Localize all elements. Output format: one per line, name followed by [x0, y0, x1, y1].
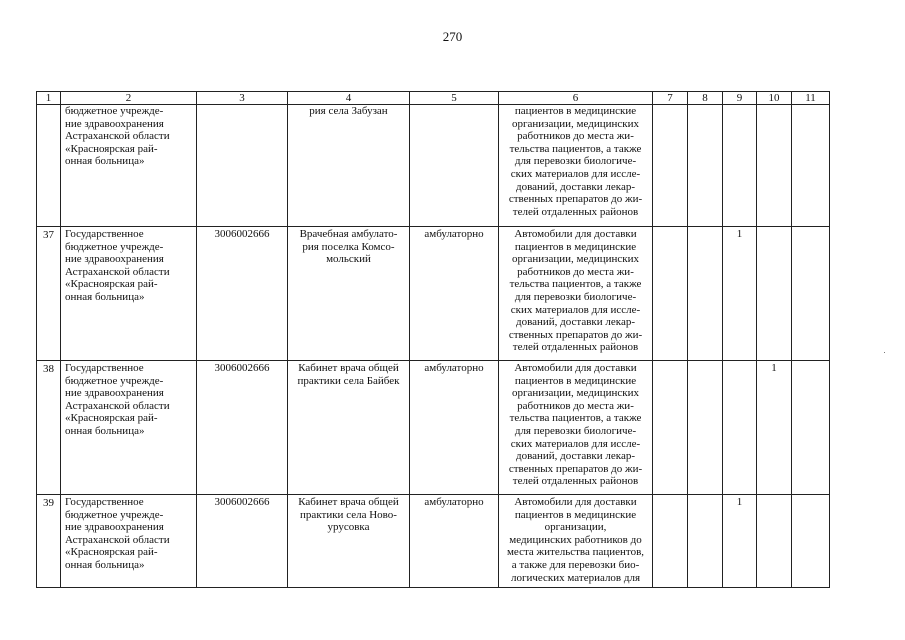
organization-cell: Государственное бюджетное учрежде- ние здравоохранения Астраханской области «Красноярская рай- онная больница» — [61, 495, 197, 588]
organization-cell: Государственное бюджетное учрежде- ние здравоохранения Астраханской области «Красноярская рай- онная больница» — [61, 227, 197, 361]
column-header: 5 — [410, 92, 499, 105]
row-number-cell: 37 — [37, 227, 61, 361]
count-cell-10 — [757, 495, 792, 588]
count-cell-7 — [653, 227, 688, 361]
count-cell-7 — [653, 105, 688, 227]
count-cell-9 — [723, 105, 757, 227]
care-type-cell: амбулаторно — [410, 495, 499, 588]
count-cell-11 — [792, 361, 830, 495]
table-row-continuation — [37, 105, 830, 227]
table-row — [37, 227, 830, 361]
care-type-cell: амбулаторно — [410, 227, 499, 361]
facility-name-cell: Кабинет врача общей практики села Байбек — [288, 361, 410, 495]
vehicle-purpose-cell: Автомобили для доставки пациентов в медицинские организации, медицинских работников до места жительства пациентов, а также для перевозки био- логических материалов для — [499, 495, 653, 588]
count-cell-10: 1 — [757, 361, 792, 495]
column-header: 6 — [499, 92, 653, 105]
count-cell-7 — [653, 361, 688, 495]
organization-cell: бюджетное учрежде- ние здравоохранения Астраханской области «Красноярская рай- онная больница» — [61, 105, 197, 227]
column-header: 4 — [288, 92, 410, 105]
vehicle-purpose-cell: Автомобили для доставки пациентов в медицинские организации, медицинских работников до места жи- тельства пациентов, а также для перевозки биологиче- ских материалов для иссле- дований, доставки лекар- ственных препаратов до жи- телей отдаленных районов — [499, 361, 653, 495]
row-number-cell: 38 — [37, 361, 61, 495]
count-cell-9 — [723, 361, 757, 495]
column-header: 3 — [197, 92, 288, 105]
count-cell-11 — [792, 227, 830, 361]
inn-cell: 3006002666 — [197, 495, 288, 588]
column-header: 11 — [792, 92, 830, 105]
column-header: 8 — [688, 92, 723, 105]
column-header: 10 — [757, 92, 792, 105]
facility-name-cell: Врачебная амбулато- рия поселка Комсо- мольский — [288, 227, 410, 361]
table-row — [37, 361, 830, 495]
count-cell-8 — [688, 227, 723, 361]
count-cell-10 — [757, 105, 792, 227]
count-cell-8 — [688, 361, 723, 495]
count-cell-11 — [792, 105, 830, 227]
count-cell-9: 1 — [723, 227, 757, 361]
column-header: 7 — [653, 92, 688, 105]
count-cell-9: 1 — [723, 495, 757, 588]
facility-name-cell: Кабинет врача общей практики села Ново- урусовка — [288, 495, 410, 588]
organization-cell: Государственное бюджетное учрежде- ние здравоохранения Астраханской области «Красноярская рай- онная больница» — [61, 361, 197, 495]
inn-cell: 3006002666 — [197, 227, 288, 361]
count-cell-8 — [688, 105, 723, 227]
row-number-cell — [37, 105, 61, 227]
count-cell-10 — [757, 227, 792, 361]
vehicle-purpose-cell: пациентов в медицинские организации, медицинских работников до места жи- тельства пациентов, а также для перевозки биологиче- ских материалов для иссле- дований, доставки лекар- ственных препаратов до жи- телей отдаленных районов — [499, 105, 653, 227]
table-row — [37, 495, 830, 588]
vehicle-purpose-cell: Автомобили для доставки пациентов в медицинские организации, медицинских работников до места жи- тельства пациентов, а также для перевозки биологиче- ских материалов для иссле- дований, доставки лекар- ственных препаратов до жи- телей отдаленных районов — [499, 227, 653, 361]
care-type-cell — [410, 105, 499, 227]
table-header-row — [37, 92, 830, 105]
column-header: 1 — [37, 92, 61, 105]
facility-name-cell: рия села Забузан — [288, 105, 410, 227]
count-cell-11 — [792, 495, 830, 588]
inn-cell: 3006002666 — [197, 361, 288, 495]
column-header: 9 — [723, 92, 757, 105]
scan-speck — [884, 352, 885, 353]
count-cell-7 — [653, 495, 688, 588]
data-table — [36, 91, 830, 588]
inn-cell — [197, 105, 288, 227]
page-number: 270 — [442, 29, 463, 44]
column-header: 2 — [61, 92, 197, 105]
care-type-cell: амбулаторно — [410, 361, 499, 495]
row-number-cell: 39 — [37, 495, 61, 588]
count-cell-8 — [688, 495, 723, 588]
